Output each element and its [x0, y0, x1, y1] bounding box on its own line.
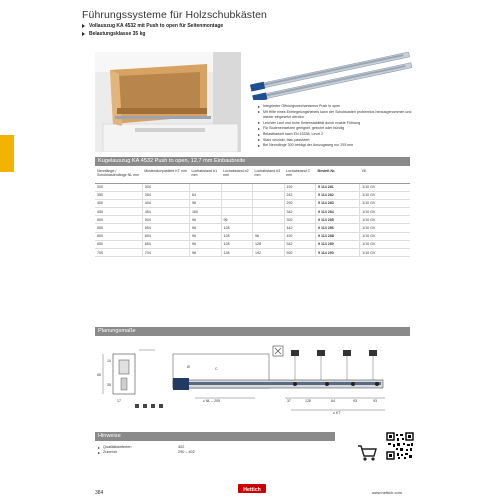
spec-table — [95, 168, 410, 257]
drawer-illustration — [95, 52, 241, 152]
hint-item: Qualitätskriterien 402 — [98, 445, 195, 450]
dim-label: ≥ KT — [333, 411, 341, 415]
header-bullet: Vollauszug KA 4532 mit Push to open für Seitenmontage — [82, 22, 223, 30]
page-title: Führungssysteme für Holzschubkästen — [82, 9, 267, 21]
table-row: 400 404 96 292 9 114 283 1/10 GV — [95, 199, 410, 207]
bullet-triangle-icon — [82, 32, 85, 36]
slide-rails-image — [250, 52, 418, 100]
table-row: 500 504 96 96 392 9 114 285 1/10 GV — [95, 216, 410, 224]
hints-heading: Hinweise — [95, 432, 335, 441]
dim-label: Ø — [187, 365, 190, 369]
column-header: Lochabstand C mm — [284, 168, 316, 183]
table-header-row — [95, 168, 410, 183]
column-header: Nennlänge / Schubkastenlänge NL mm — [95, 168, 142, 183]
feature-item: Bei Nennlänge 300 beträgt der Auszugsweg nur 293 mm — [258, 143, 418, 149]
page-number: 384 — [95, 490, 104, 496]
product-photo — [95, 52, 241, 152]
dim-label: 10 — [107, 359, 111, 363]
slide-rail-icon — [250, 52, 418, 100]
feature-item: Mit Hilfe eines Entriegelungshebels kann der Schubkasten problemlos herausgenommen und wieder eingesetzt werden — [258, 110, 418, 121]
shopping-cart-icon[interactable] — [356, 440, 378, 466]
feature-item: Für Bodeneinsetzen geeignet, gebohrt oder bündig — [258, 126, 418, 132]
feature-item: Integrierter Öffnungsmechanismus Push to open — [258, 104, 418, 110]
hint-item: Zubehör 290 – 402 — [98, 450, 195, 455]
bullet-triangle-icon — [258, 145, 260, 147]
table-heading: Kugelauszug KA 4532 Push to open, 12,7 mm Einbaubreite — [95, 157, 410, 166]
planning-drawing — [95, 340, 410, 420]
table-row: 600 604 96 128 96 492 9 114 288 1/10 GV — [95, 232, 410, 240]
dim-label: 35 — [107, 383, 111, 387]
dim-label: ≥ NL – 205 — [203, 399, 220, 403]
table-row: 700 704 96 128 192 592 9 114 290 1/10 GV — [95, 249, 410, 257]
feature-item: Stahl verzinkt, blau passiviert — [258, 138, 418, 144]
bullet-triangle-icon — [258, 122, 260, 124]
table-row: 300 304 192 9 114 281 1/10 GV — [95, 183, 410, 191]
dimension-row — [195, 398, 385, 415]
feature-list — [258, 104, 418, 149]
dim-label: 37 — [287, 399, 291, 403]
header-bullets — [82, 22, 223, 38]
bullet-triangle-icon — [258, 139, 260, 141]
chapter-tab — [0, 135, 14, 172]
dim-label: 128 — [305, 399, 311, 403]
column-header: VE — [360, 168, 410, 183]
column-header: Lochabstand b1 mm — [190, 168, 222, 183]
bullet-triangle-icon — [258, 106, 260, 108]
table-row: 450 454 160 342 9 114 284 1/10 GV — [95, 208, 410, 216]
bullet-triangle-icon — [82, 24, 85, 28]
dim-label: 17 — [117, 399, 121, 403]
hettich-logo — [238, 484, 266, 498]
planning-heading: Planungsmaße — [95, 327, 410, 336]
dim-label: C — [215, 367, 218, 371]
feature-item: Leichter Lauf und hohe Seitenstabilität durch exakte Führung — [258, 121, 418, 127]
bullet-triangle-icon — [98, 452, 100, 454]
column-header: Lochabstand b2 mm — [221, 168, 253, 183]
header-bullet: Belastungsklasse 35 kg — [82, 30, 223, 38]
column-header: Lochabstand b3 mm — [253, 168, 285, 183]
footer-url[interactable]: www.hettich.com — [372, 490, 403, 495]
dim-label: 93 — [373, 399, 377, 403]
table-row: 350 354 64 242 9 114 282 1/10 GV — [95, 191, 410, 199]
dim-label: 64 — [331, 399, 335, 403]
column-header: Mindestkorpustiefe KT mm — [142, 168, 189, 183]
bullet-triangle-icon — [98, 447, 100, 449]
column-header: Bestell-Nr. — [316, 168, 360, 183]
bullet-triangle-icon — [258, 111, 260, 113]
bullet-triangle-icon — [258, 134, 260, 136]
hints-list — [98, 445, 195, 456]
brand-name: Hettich — [243, 486, 261, 493]
feature-item: Belastbarkeit nach EN 15338, Level 2 — [258, 132, 418, 138]
cross-section-drawing — [97, 350, 163, 408]
table-row: 650 654 96 128 128 542 9 114 289 1/10 GV — [95, 240, 410, 248]
dim-label: 93 — [353, 399, 357, 403]
qr-code-icon[interactable] — [386, 432, 414, 469]
bullet-triangle-icon — [258, 128, 260, 130]
table-row: 550 554 96 128 442 9 114 286 1/10 GV — [95, 224, 410, 232]
dim-label: 65 — [97, 373, 101, 377]
